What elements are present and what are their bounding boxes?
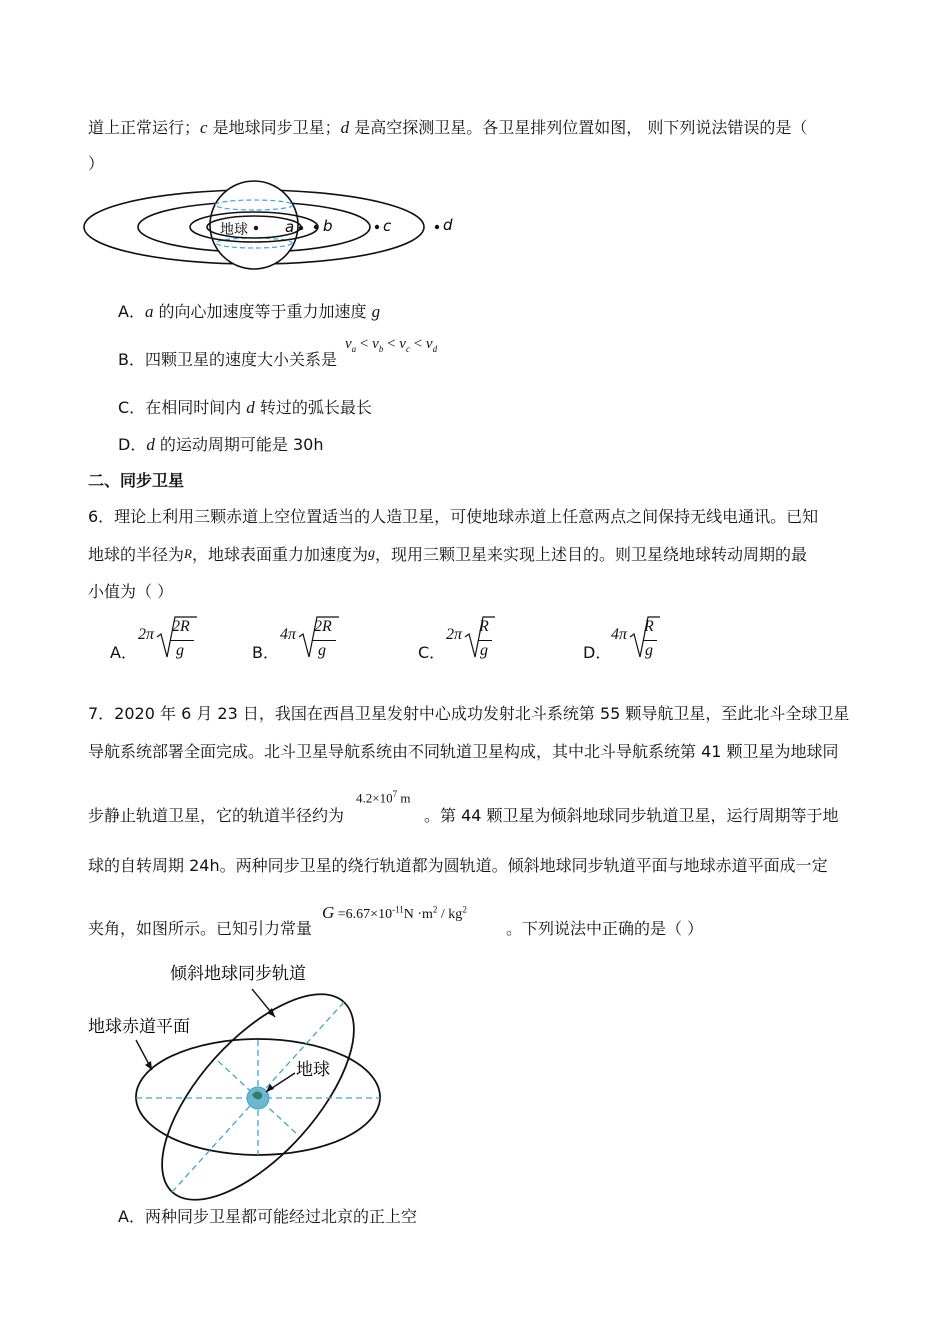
- section-heading: 二、同步卫星: [88, 471, 185, 490]
- label-c: c: [383, 217, 392, 235]
- satellite-c-dot: [375, 225, 379, 229]
- fraction-bar: [478, 640, 492, 641]
- q5-option-b: B．四颗卫星的速度大小关系是: [118, 350, 337, 369]
- fraction-bar: [643, 640, 657, 641]
- arrowhead-earth: [266, 1084, 274, 1092]
- fraction-bar: [170, 640, 194, 641]
- q7-line1: 7．2020 年 6 月 23 日，我国在西昌卫星发射中心成功发射北斗系统第 55 颗导航卫星，至此北斗全球卫星: [88, 704, 850, 723]
- q6-line3: 小值为（ ）: [88, 582, 174, 601]
- var-c: c: [200, 118, 208, 137]
- earth-center-dot: [254, 226, 258, 230]
- label-a: a: [285, 218, 295, 236]
- q6-line2: 地球的半径为R，地球表面重力加速度为g，现用三颗卫星来实现上述目的。则卫星绕地球转动周期的最: [88, 545, 807, 564]
- q5-orbit-figure: [80, 180, 460, 275]
- q5-option-a: A．a 的向心加速度等于重力加速度 g: [118, 302, 381, 321]
- label-equator-plane: 地球赤道平面: [88, 1017, 190, 1037]
- satellite-d-dot: [435, 225, 439, 229]
- label-inclined-orbit: 倾斜地球同步轨道: [170, 964, 306, 984]
- var-d: d: [340, 118, 350, 137]
- earth-label: 地球: [220, 222, 248, 238]
- fraction-bar: [312, 640, 336, 641]
- q6-line1: 6．理论上利用三颗赤道上空位置适当的人造卫星，可使地球赤道上任意两点之间保持无线电通讯。已知: [88, 507, 819, 526]
- q7-line5: 夹角，如图所示。已知引力常量: [88, 919, 313, 938]
- q7-gravity-constant: $G =6.67\times 10^{-11}N \cdot m^2 / kg^2$: [322, 903, 467, 922]
- q7-line4: 球的自转周期 24h。两种同步卫星的绕行轨道都为圆轨道。倾斜地球同步轨道平面与地球赤道平面成一定: [88, 856, 828, 875]
- q5-option-d: D．d 的运动周期可能是 30h: [118, 435, 324, 454]
- q7-orbit-radius: $4.2\times 10^7$ m: [356, 789, 411, 806]
- q7-option-a: A．两种同步卫星都可能经过北京的正上空: [118, 1207, 417, 1226]
- q7-line2: 导航系统部署全面完成。北斗卫星导航系统由不同轨道卫星构成，其中北斗导航系统第 41 颗卫星为地球同: [88, 742, 839, 761]
- q5-option-c: C．在相同时间内 d 转过的弧长最长: [118, 398, 372, 417]
- q5-option-b-velocity-relation: $v_a < v_b < v_c < v_d$: [345, 336, 438, 354]
- q7-line5-post: 。下列说法中正确的是（ ）: [506, 919, 704, 938]
- q7-line3: 步静止轨道卫星，它的轨道半径约为: [88, 806, 345, 825]
- label-earth: 地球: [296, 1060, 330, 1080]
- label-d: d: [443, 216, 453, 234]
- q5-stem-line2: ）: [88, 154, 105, 173]
- q5-stem-line1: 道上正常运行；c 是地球同步卫星；d 是高空探测卫星。各卫星排列位置如图， 则下列说法错误的是（: [88, 118, 808, 137]
- label-b: b: [323, 217, 333, 235]
- satellite-a-dot: [299, 226, 303, 230]
- q7-orbit-figure: [80, 955, 400, 1195]
- satellite-b-dot: [314, 225, 318, 229]
- q7-line3-post: 。第 44 颗卫星为倾斜地球同步轨道卫星，运行周期等于地: [424, 806, 839, 825]
